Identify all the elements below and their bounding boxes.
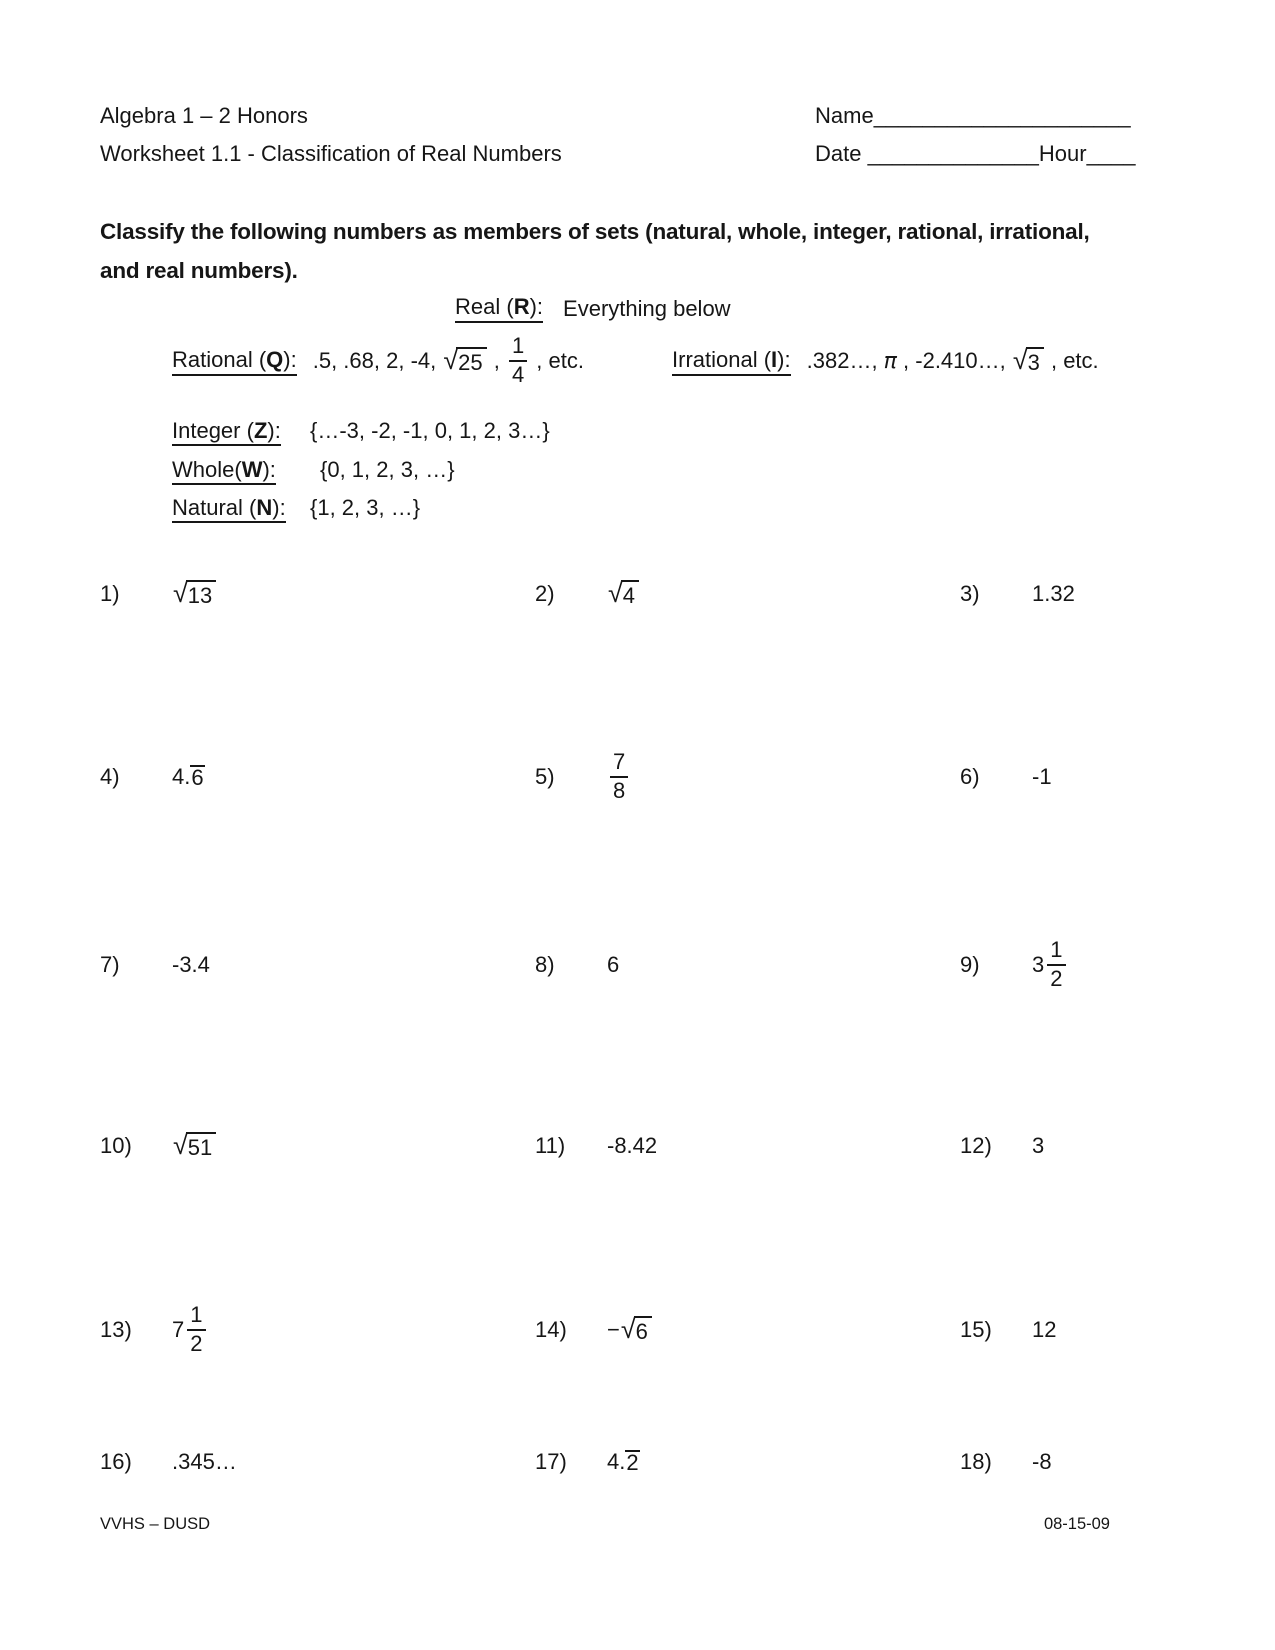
math-text: , etc.: [1044, 348, 1099, 373]
fraction: [610, 750, 628, 803]
problem-number: 3): [960, 581, 980, 606]
math-text: −: [607, 1317, 620, 1342]
set-label-text: ):: [262, 457, 276, 482]
set-real-examples: [563, 296, 731, 322]
problem-value: [607, 1133, 657, 1159]
problem-number: 17): [535, 1449, 567, 1474]
problem-18: [960, 1430, 1052, 1494]
fraction: [509, 334, 527, 387]
hour-blank: ____: [1086, 141, 1136, 166]
problem-number: 6): [960, 764, 980, 789]
fraction-denominator: 8: [613, 778, 626, 803]
problem-row-3: [0, 933, 1275, 997]
problem-7: [100, 933, 210, 997]
problem-value: [172, 764, 205, 790]
set-real-label: [455, 294, 543, 323]
problem-10: [100, 1114, 217, 1178]
sqrt-expression: [443, 347, 486, 374]
radicand: 51: [186, 1132, 216, 1159]
math-text: .5, .68, 2, -4,: [312, 348, 443, 373]
name-line: [815, 97, 1136, 135]
problem-16: [100, 1430, 237, 1494]
problem-number: 12): [960, 1133, 992, 1158]
set-natural: [172, 495, 420, 521]
problem-value: [1032, 1449, 1052, 1475]
problem-number: 15): [960, 1317, 992, 1342]
math-text: -8: [1032, 1449, 1052, 1474]
problem-value: [172, 1132, 217, 1159]
header-right: [815, 97, 1136, 173]
set-whole-examples: [320, 457, 455, 483]
hour-label: Hour: [1038, 141, 1087, 166]
instructions-line-1: Classify the following numbers as members of sets (natural, whole, integer, rational, irrational,: [100, 219, 1090, 244]
set-irrational: [672, 332, 1099, 390]
set-rational: [172, 332, 584, 390]
problem-9: [960, 933, 1069, 997]
name-label: Name: [815, 103, 874, 128]
date-blank: ______________: [867, 141, 1039, 166]
sqrt-expression: [173, 580, 216, 607]
date-label: Date: [815, 141, 868, 166]
math-text: 4.: [172, 764, 191, 789]
repeating-digit: 2: [626, 1449, 639, 1475]
radicand: 13: [186, 580, 216, 607]
fraction-denominator: 2: [1050, 966, 1063, 991]
problem-number: 11): [535, 1133, 566, 1158]
set-letter: I: [771, 346, 778, 372]
math-text: .382…,: [806, 348, 884, 373]
radicand: 4: [621, 580, 639, 607]
problem-number: 14): [535, 1317, 567, 1342]
problem-value: [172, 1303, 209, 1356]
problem-value: [1032, 581, 1075, 607]
set-label-text: ):: [777, 346, 791, 372]
problem-number: 1): [100, 581, 120, 606]
problem-row-5: [0, 1298, 1275, 1362]
footer-school: VVHS – DUSD: [100, 1515, 211, 1533]
set-integer-examples: [310, 418, 550, 444]
problem-value: [607, 750, 631, 803]
problem-number: 16): [100, 1449, 132, 1474]
problem-value: [607, 580, 640, 607]
header-left: [100, 97, 562, 173]
set-letter: W: [241, 457, 263, 482]
fraction-denominator: 4: [511, 362, 525, 387]
problem-value: [1032, 1133, 1044, 1159]
radicand: 25: [456, 347, 486, 374]
math-text: {…-3, -2, -1, 0, 1, 2, 3…}: [310, 418, 550, 443]
fraction-numerator: 1: [509, 334, 527, 362]
problem-3: [960, 562, 1075, 626]
math-text: .345…: [172, 1449, 237, 1474]
problem-value: [1032, 1317, 1056, 1343]
set-rational-label: [172, 347, 297, 376]
set-label-text: Irrational (: [672, 346, 772, 372]
problem-number: 2): [535, 581, 555, 606]
set-integer: [172, 418, 550, 444]
set-label-text: ):: [272, 495, 286, 520]
problem-value: [1032, 938, 1069, 991]
problem-5: [535, 745, 631, 809]
fraction-numerator: 1: [187, 1303, 205, 1331]
math-text: -3.4: [172, 952, 210, 977]
problem-value: [172, 952, 210, 978]
math-text: , -2.410…,: [896, 348, 1012, 373]
math-text: 12: [1032, 1317, 1057, 1342]
problem-value: [172, 580, 217, 607]
set-irrational-label: [672, 347, 791, 376]
problem-13: [100, 1298, 209, 1362]
problem-number: 9): [960, 952, 980, 977]
set-label-text: Whole(: [172, 457, 242, 482]
date-hour-line: [815, 135, 1136, 173]
problem-number: 4): [100, 764, 120, 789]
set-label-text: Rational (: [172, 346, 267, 372]
math-text: 6: [607, 952, 620, 977]
math-text: 3: [1032, 1133, 1045, 1158]
set-whole-label: [172, 457, 276, 485]
sqrt-expression: [173, 1132, 216, 1159]
course-title: Algebra 1 – 2 Honors: [100, 103, 308, 128]
problem-8: [535, 933, 619, 997]
set-label-text: ):: [283, 346, 297, 372]
problem-12: [960, 1114, 1044, 1178]
problem-6: [960, 745, 1052, 809]
footer-date: 08-15-09: [1043, 1515, 1110, 1533]
math-text: 4.: [607, 1449, 626, 1474]
name-blank: _____________________: [873, 103, 1131, 128]
fraction: [1047, 938, 1065, 991]
problem-number: 5): [535, 764, 555, 789]
math-text: , etc.: [530, 348, 584, 373]
problem-row-4: [0, 1114, 1275, 1178]
radicand: 6: [634, 1316, 652, 1343]
math-text: 7: [172, 1317, 185, 1342]
problem-11: [535, 1114, 657, 1178]
set-natural-examples: [310, 495, 420, 521]
set-rational-examples: [313, 334, 584, 387]
math-text: {1, 2, 3, …}: [310, 495, 421, 520]
problem-value: [1032, 764, 1052, 790]
problem-number: 8): [535, 952, 555, 977]
problem-17: [535, 1430, 640, 1494]
fraction: [187, 1303, 205, 1356]
set-letter: R: [513, 294, 530, 319]
set-label-text: ):: [529, 294, 544, 319]
instructions-line-2: and real numbers).: [100, 258, 298, 283]
problem-number: 10): [100, 1133, 132, 1158]
set-letter: N: [256, 495, 273, 520]
instructions: [100, 212, 1090, 290]
math-text: ,: [487, 348, 506, 373]
set-label-text: Real (: [455, 294, 514, 319]
radical-icon: √: [1012, 345, 1028, 376]
math-text: -1: [1032, 764, 1052, 789]
set-natural-label-col: [172, 495, 310, 521]
radical-icon: √: [443, 345, 459, 376]
worksheet-title: Worksheet 1.1 - Classification of Real Numbers: [100, 141, 562, 166]
set-label-text: ):: [267, 418, 281, 443]
set-label-text: Integer (: [172, 418, 254, 443]
problem-15: [960, 1298, 1056, 1362]
pi-symbol: π: [883, 348, 897, 374]
fraction-numerator: 7: [610, 750, 628, 778]
fraction-numerator: 1: [1047, 938, 1065, 966]
problem-value: [607, 1449, 640, 1475]
problem-value: [607, 1316, 653, 1343]
math-text: 3: [1032, 952, 1045, 977]
problem-row-1: [0, 562, 1275, 626]
math-text: -8.42: [607, 1133, 658, 1158]
math-text: 1.32: [1032, 581, 1075, 606]
radical-icon: √: [173, 578, 188, 609]
repeating-digit: 6: [191, 764, 204, 790]
problem-14: [535, 1298, 653, 1362]
set-label-text: Natural (: [172, 495, 257, 520]
problem-row-6: [0, 1430, 1275, 1494]
set-integer-label: [172, 418, 281, 446]
math-text: Everything below: [563, 295, 731, 321]
problem-number: 13): [100, 1317, 132, 1342]
math-text: {0, 1, 2, 3, …}: [320, 457, 455, 482]
radical-icon: √: [608, 578, 623, 609]
radicand: 3: [1026, 347, 1044, 374]
problem-value: [607, 952, 619, 978]
set-whole-label-col: [172, 457, 310, 483]
set-natural-label: [172, 495, 286, 523]
sqrt-expression: [608, 580, 639, 607]
set-irrational-examples: [807, 347, 1099, 374]
problem-row-2: [0, 745, 1275, 809]
problem-value: [172, 1449, 237, 1475]
problem-1: [100, 562, 217, 626]
set-real: [455, 294, 731, 323]
set-whole: [172, 457, 455, 483]
problem-2: [535, 562, 640, 626]
sqrt-expression: [1013, 347, 1044, 374]
problem-number: 18): [960, 1449, 992, 1474]
radical-icon: √: [620, 1314, 636, 1345]
set-integer-label-col: [172, 418, 310, 444]
set-letter: Z: [253, 418, 268, 443]
radical-icon: √: [173, 1130, 188, 1161]
sqrt-expression: [621, 1316, 652, 1343]
problem-4: [100, 745, 205, 809]
problem-number: 7): [100, 952, 120, 977]
set-letter: Q: [266, 346, 284, 372]
fraction-denominator: 2: [190, 1331, 203, 1356]
